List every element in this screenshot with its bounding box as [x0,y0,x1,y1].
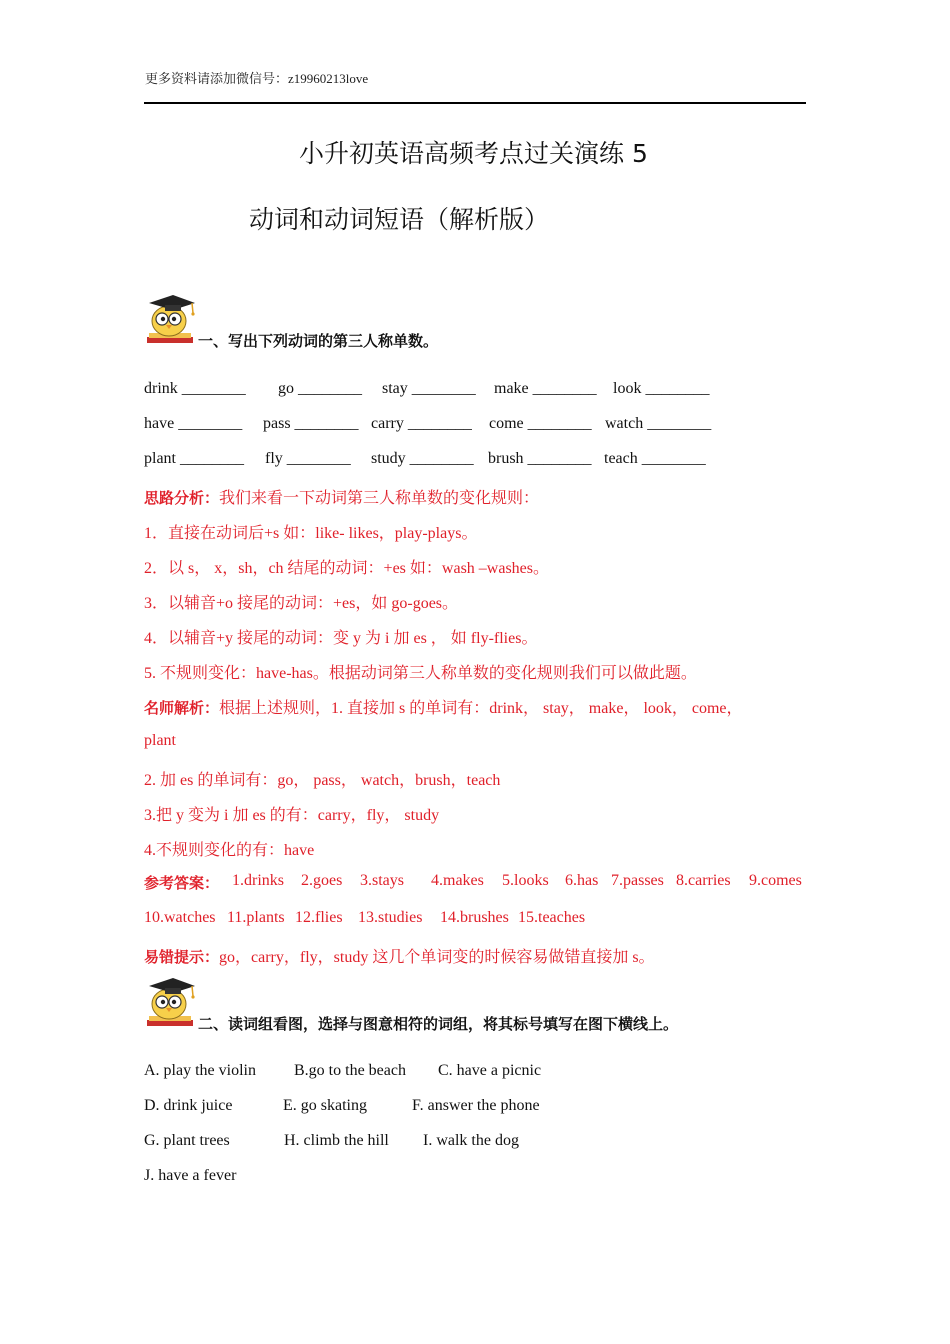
answer-item: 4.makes [431,872,484,889]
rule-line: 2．以 s， x，sh，ch 结尾的动词：+es 如：wash –washes。 [144,560,550,577]
answer-item: 9.comes [749,872,802,889]
answer-item: 2.goes [301,872,343,889]
exercise-row-3 [144,450,706,468]
answer-key-items-2 [0,909,950,933]
rule-line: 5. 不规则变化：have-has。根据动词第三人称单数的变化规则我们可以做此题。 [144,665,697,682]
exercise-item: go ________ [278,380,362,397]
teacher-analysis-text: 根据上述规则，1. 直接加 s 的单词有：drink， stay， make， look， come， [219,700,743,717]
answer-item: 1.drinks [232,872,284,889]
error-tip-text: go，carry，fly，study 这几个单词变的时候容易做错直接加 s。 [219,949,655,966]
answer-key-items-1 [0,872,950,896]
graduate-owl-mascot-icon [143,291,199,347]
exercise-item: come ________ [489,415,592,432]
exercise-item: plant ________ [144,450,244,467]
exercise-row-2 [144,415,711,433]
answer-item: 13.studies [358,909,423,926]
rule-line: 1．直接在动词后+s 如：like- likes，play-plays。 [144,525,478,542]
phrase-option: B.go to the beach [294,1062,406,1079]
teacher-analysis-line: 3.把 y 变为 i 加 es 的有：carry，fly， study [144,807,440,824]
exercise-item: watch ________ [605,415,712,432]
answer-item: 7.passes [611,872,664,889]
answer-item: 12.flies [295,909,343,926]
phrase-option: D. drink juice [144,1097,233,1114]
teacher-analysis-line [144,695,743,718]
phrase-option: A. play the violin [144,1062,256,1079]
phrase-option: H. climb the hill [284,1132,389,1149]
answer-item: 6.has [565,872,599,889]
answer-item: 11.plants [227,909,285,926]
answer-item: 14.brushes [440,909,509,926]
phrase-row-4 [144,1167,236,1185]
exercise-item: stay ________ [382,380,476,397]
header-divider [144,102,806,104]
teacher-analysis-line: 4.不规则变化的有：have [144,842,315,859]
exercise-item: look ________ [613,380,710,397]
answer-item: 10.watches [144,909,216,926]
exercise-item: drink ________ [144,380,246,397]
exercise-item: brush ________ [488,450,592,467]
answer-key-label: 参考答案： [144,874,220,892]
rule-line: 4．以辅音+y 接尾的动词：变 y 为 i 加 es ， 如 fly-flies。 [144,630,538,647]
answer-item: 5.looks [502,872,549,889]
analysis-intro [144,485,539,508]
page-subtitle: 动词和动词短语（解析版） [249,205,550,234]
section1-heading: 一、写出下列动词的第三人称单数。 [198,332,439,350]
answer-item: 3.stays [360,872,404,889]
analysis-intro-text: 我们来看一下动词第三人称单数的变化规则： [219,490,540,507]
error-tip-line [144,944,655,967]
exercise-item: fly ________ [265,450,351,467]
phrase-option: C. have a picnic [438,1062,542,1079]
rule-line: 3．以辅音+o 接尾的动词：+es，如 go-goes。 [144,595,459,612]
phrase-option: I. walk the dog [423,1132,519,1149]
phrase-row-3 [144,1132,519,1150]
answer-item: 8.carries [676,872,731,889]
teacher-analysis-line: plant [144,732,176,749]
exercise-item: study ________ [371,450,474,467]
exercise-row-1 [144,380,709,398]
page-title: 小升初英语高频考点过关演练 5 [299,139,648,168]
exercise-item: make ________ [494,380,597,397]
phrase-option: J. have a fever [144,1167,237,1184]
phrase-row-2 [144,1097,540,1115]
phrase-option: F. answer the phone [412,1097,540,1114]
phrase-option: G. plant trees [144,1132,230,1149]
error-tip-label: 易错提示： [144,948,220,966]
exercise-item: carry ________ [371,415,472,432]
section2-heading: 二、读词组看图，选择与图意相符的词组，将其标号填写在图下横线上。 [198,1015,679,1033]
exercise-item: have ________ [144,415,243,432]
header-note: 更多资料请添加微信号：z19960213love [145,71,369,86]
phrase-row-1 [144,1062,541,1080]
graduate-owl-mascot-icon [143,974,199,1030]
teacher-analysis-label: 名师解析： [144,699,220,717]
exercise-item: pass ________ [263,415,359,432]
analysis-label: 思路分析： [144,489,220,507]
exercise-item: teach ________ [604,450,706,467]
teacher-analysis-line: 2. 加 es 的单词有：go， pass， watch，brush，teach [144,772,501,789]
phrase-option: E. go skating [283,1097,367,1114]
answer-item: 15.teaches [518,909,586,926]
